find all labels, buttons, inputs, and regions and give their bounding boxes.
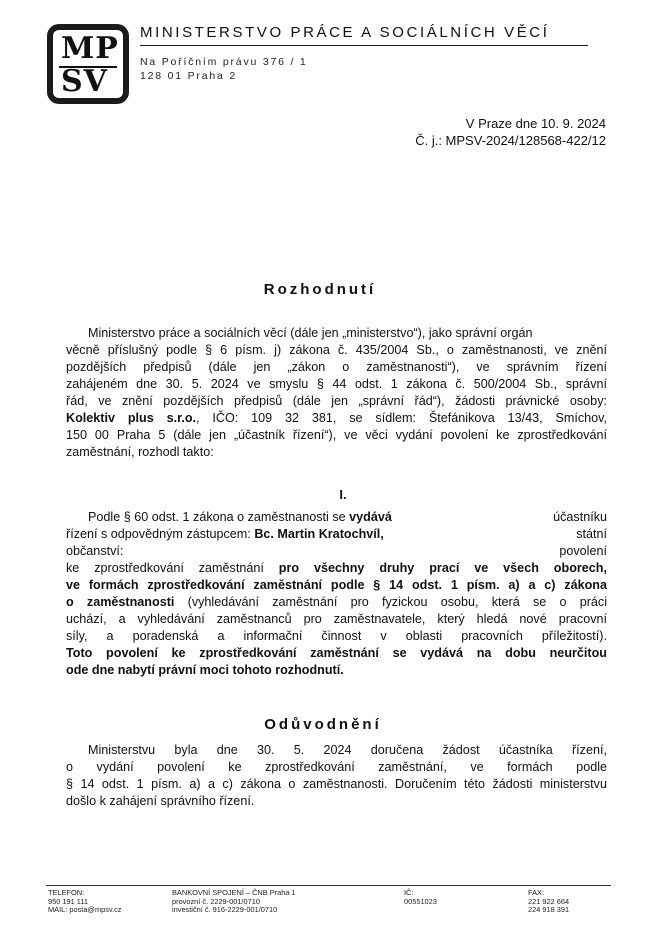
footer-fax <box>528 889 569 915</box>
header-rule <box>140 45 588 46</box>
party-name: Kolektiv plus s.r.o. <box>66 411 197 425</box>
footer-contact <box>48 889 122 915</box>
reasoning-line: Ministerstvu byla dne 30. 5. 2024 doručena žádost účastníka řízení, <box>88 743 607 757</box>
phone-label: TELEFON: <box>48 888 85 897</box>
reasoning-line: § 14 odst. 1 písm. a) a c) zákona o zaměstnanosti. Doručením této žádosti ministerstvu <box>66 777 607 791</box>
decision-line: řízení s odpovědným zástupcem: Bc. Martin Kratochvíl, státní <box>66 527 607 541</box>
phone-number: 950 191 111 <box>48 896 89 906</box>
decision-line: občanství: povolení <box>66 544 607 558</box>
intro-line: Kolektiv plus s.r.o., IČO: 109 32 381, se sídlem: Štefánikova 13/43, Smíchov, <box>66 411 607 425</box>
intro-paragraph <box>66 325 607 461</box>
decision-line: ke zprostředkování zaměstnání pro všechny druhy prací ve všech oborech, <box>66 561 607 575</box>
bank-investment-account: investiční č. 916-2229-001/0710 <box>172 905 278 915</box>
decision-paragraph <box>66 509 607 679</box>
ic-number: 00551023 <box>404 896 437 906</box>
address-line-1: Na Poříčním právu 376 / 1 <box>140 56 308 68</box>
bank-operating-account: provozní č. 2229-001/0710 <box>172 896 260 906</box>
representative-name: Bc. Martin Kratochvíl, <box>254 527 384 541</box>
fax-label: FAX: <box>528 888 545 897</box>
document-title: Rozhodnutí <box>263 281 377 298</box>
decision-line: ve formách zprostředkování zaměstnání podle § 14 odst. 1 písm. a) a c) zákona <box>66 578 607 592</box>
decision-line: o zaměstnanosti (vyhledávání zaměstnání pro fyzickou osobu, která se o práci <box>66 595 608 609</box>
footer-bank <box>172 889 296 915</box>
fax-number: 221 922 664 <box>528 896 570 906</box>
mail-address: MAIL: posta@mpsv.cz <box>48 905 122 915</box>
ic-label: IČ: <box>404 888 414 897</box>
reasoning-line: o vydání povolení ke zprostředkování zaměstnání, ve formách podle <box>66 760 607 774</box>
fax-number: 224 918 391 <box>528 905 570 915</box>
intro-line: věcně příslušný podle § 6 písm. j) zákona č. 435/2004 Sb., o zaměstnanosti, ve znění <box>66 343 607 357</box>
intro-line: zaměstnání, rozhodl takto: <box>66 445 214 459</box>
logo-text-top: MP <box>61 31 119 66</box>
reasoning-heading: Odůvodnění <box>264 716 382 733</box>
intro-line: řád, ve znění pozdějších předpisů (dále jen „správní řád“), žádosti právnické osoby: <box>66 394 607 408</box>
decision-line: síly, a poradenská a informační činnost v oblasti pracovních příležitostí). <box>66 629 607 643</box>
section-heading: I. <box>339 487 347 502</box>
intro-line: zahájeném dne 30. 5. 2024 ve smyslu § 44 odst. 1 zákona č. 500/2004 Sb., správní <box>66 377 607 391</box>
bank-label: BANKOVNÍ SPOJENÍ – ČNB Praha 1 <box>172 888 296 897</box>
intro-line: pozdějších předpisů (dále jen „zákon o zaměstnanosti“), ve správním řízení <box>66 360 607 374</box>
decision-line: Podle § 60 odst. 1 zákona o zaměstnanosti se vydává účastníku <box>88 510 607 524</box>
footer-rule <box>46 885 611 886</box>
reference-number: Č. j.: MPSV-2024/128568-422/12 <box>415 133 606 148</box>
decision-line: uchází, a vyhledávání zaměstnanců pro zaměstnavatele, který hledá nové pracovní <box>66 612 607 626</box>
ministry-name: MINISTERSTVO PRÁCE A SOCIÁLNÍCH VĚCÍ <box>140 24 550 41</box>
address-line-2: 128 01 Praha 2 <box>140 70 238 82</box>
reasoning-paragraph <box>66 742 607 810</box>
intro-line: Ministerstvo práce a sociálních věcí (dále jen „ministerstvo“), jako správní orgán <box>88 326 533 340</box>
decision-line: Toto povolení ke zprostředkování zaměstnání se vydává na dobu neurčitou <box>66 646 607 660</box>
document-date: V Praze dne 10. 9. 2024 <box>465 116 606 131</box>
intro-line: 150 00 Praha 5 (dále jen „účastník řízení“), ve věci vydání povolení ke zprostředkování <box>66 428 607 442</box>
footer-ic <box>404 889 437 906</box>
reasoning-line: došlo k zahájení správního řízení. <box>66 794 255 808</box>
mpsv-logo <box>47 24 129 104</box>
decision-line: ode dne nabytí právní moci tohoto rozhodnutí. <box>66 663 344 677</box>
logo-text-bottom: SV <box>61 64 108 99</box>
